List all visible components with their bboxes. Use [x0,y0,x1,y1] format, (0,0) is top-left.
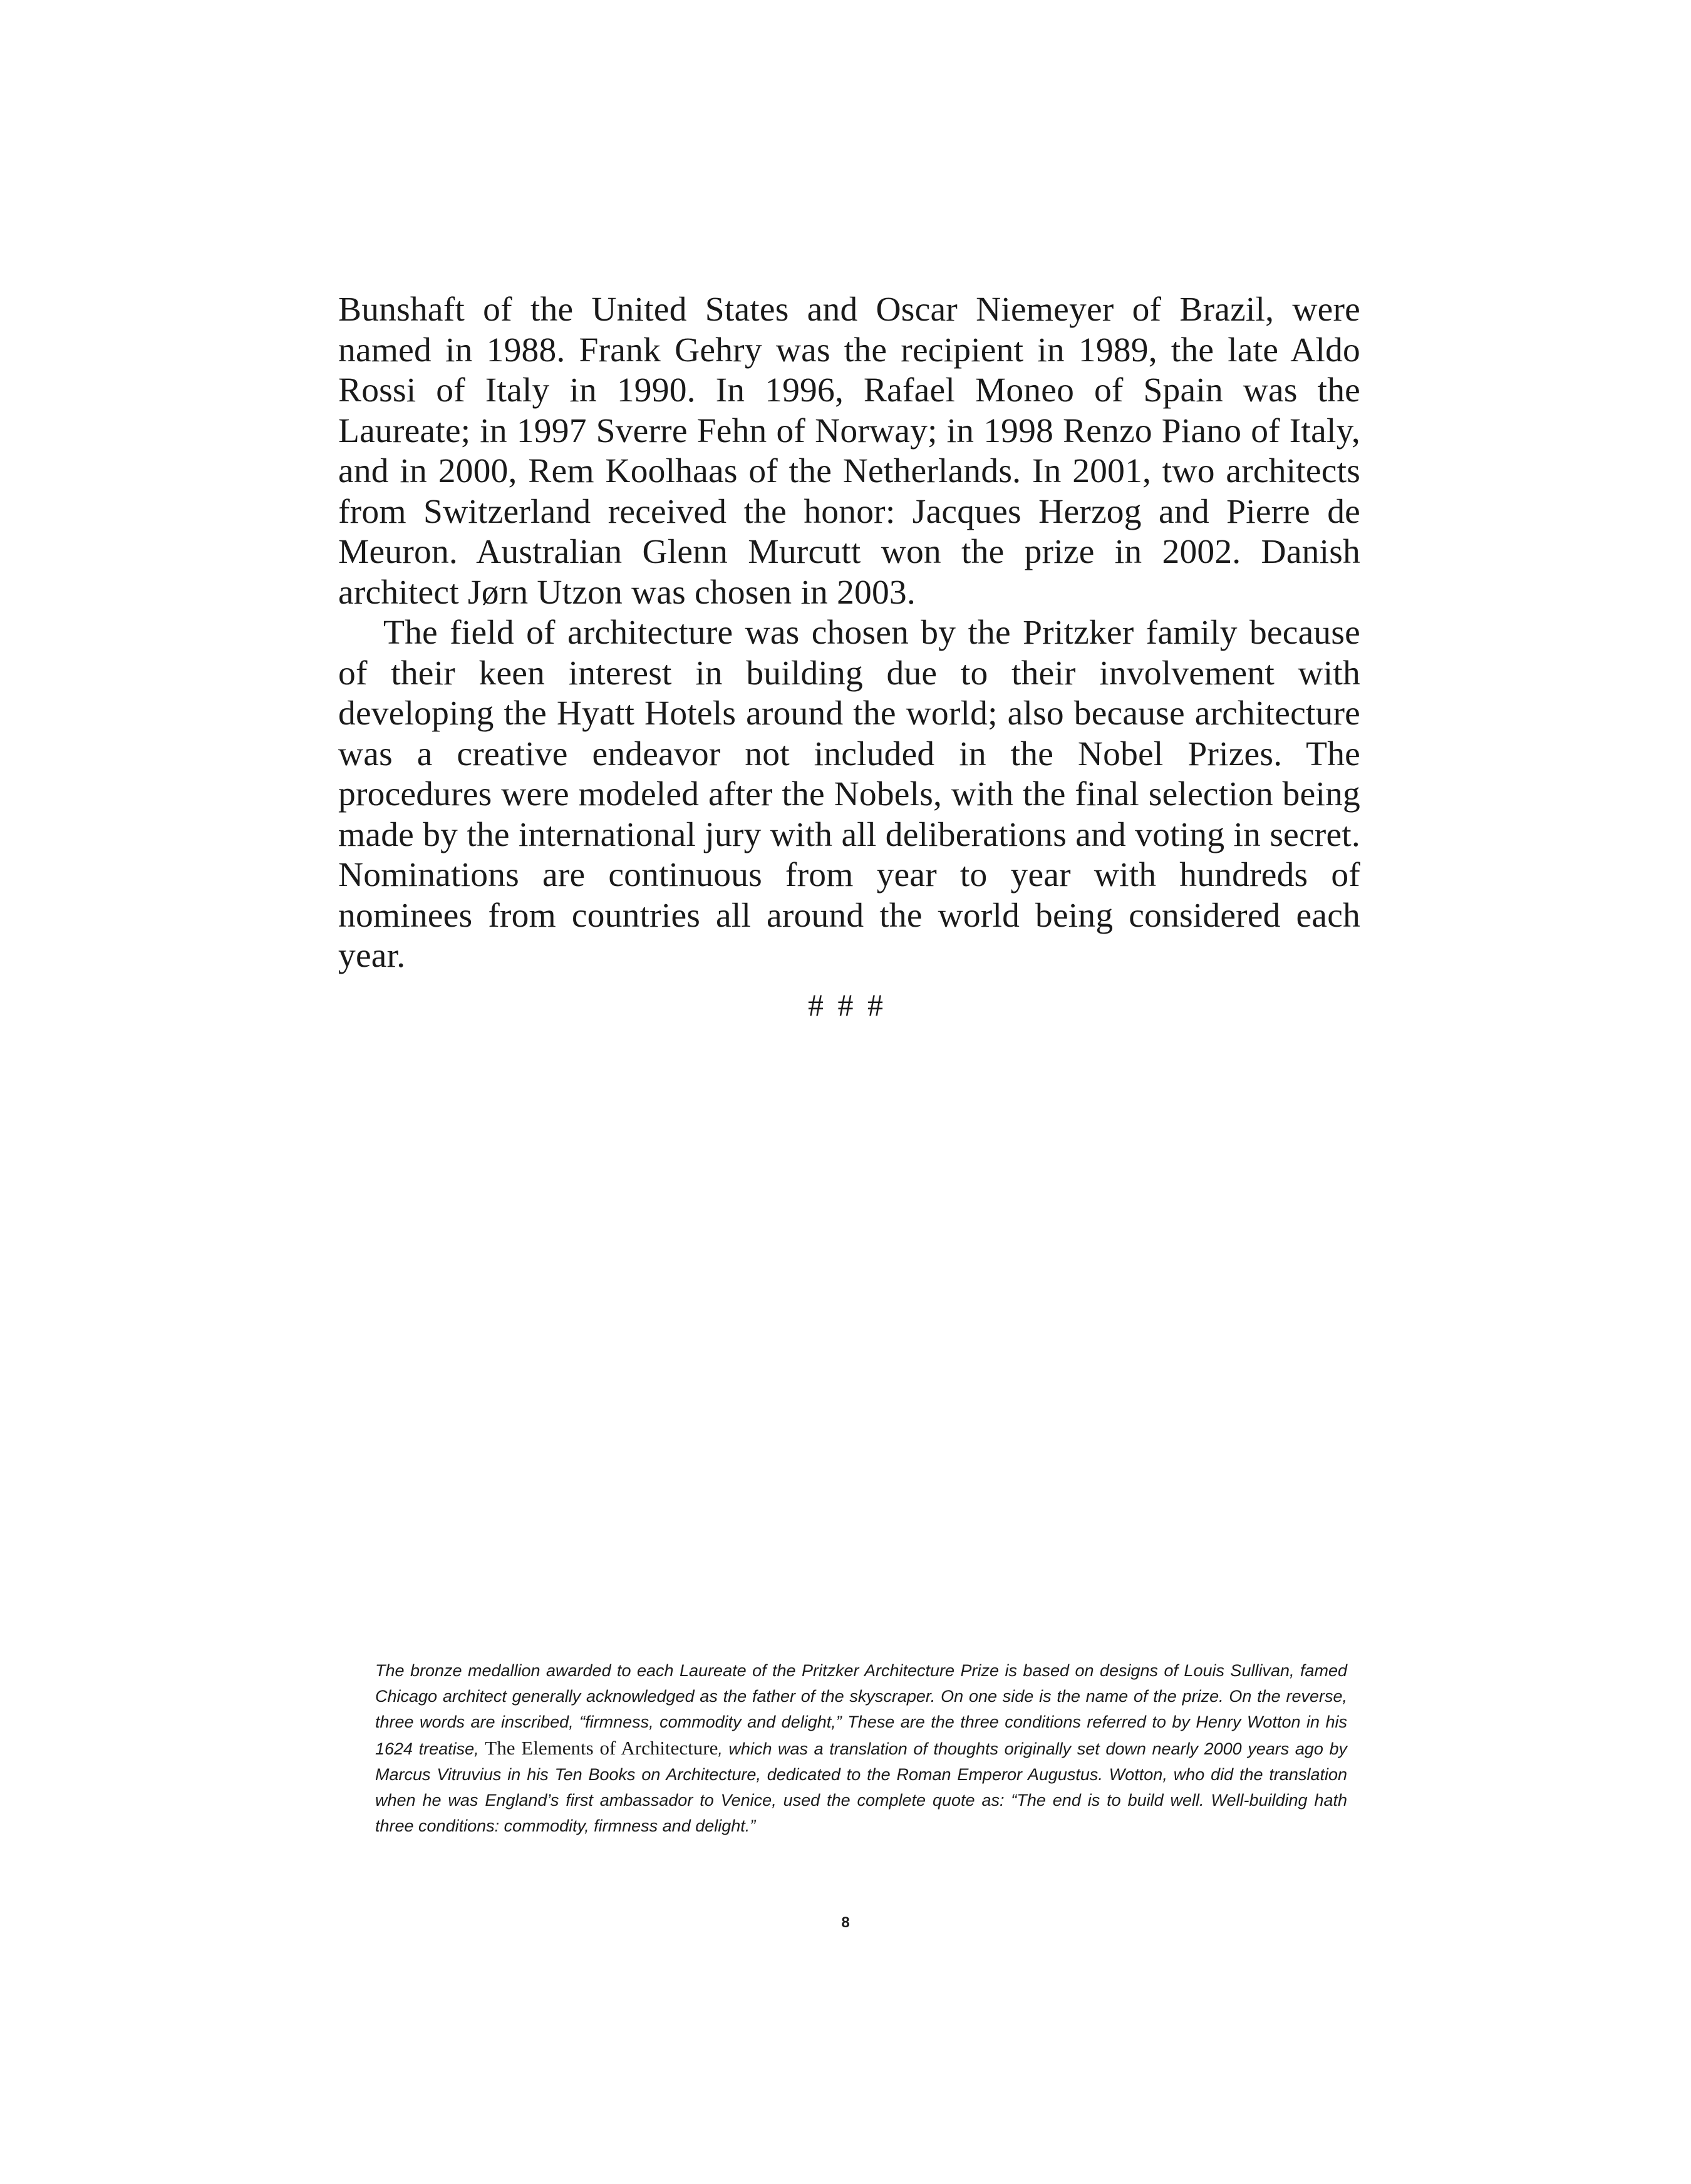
paragraph-laureates: Bunshaft of the United States and Oscar Niemeyer of Brazil, were named in 1988. Frank Gehry was the recipient in 1989, the late Aldo Rossi of Italy in 1990. In 1996, Rafael Moneo of Spain was the Laureate; in 1997 Sverre Fehn of Norway; in 1998 Renzo Piano of Italy, and in 2000, Rem Koolhaas of the Netherlands. In 2001, two architects from Switzerland received the honor: Jacques Herzog and Pierre de Meuron. Australian Glenn Murcutt won the prize in 2002. Danish architect Jørn Utzon was chosen in 2003. [338,291,1360,612]
main-text [338,290,1360,977]
footnote-text-part-2: , which was a translation of thoughts originally set down nearly 2000 years ago by Marcus Vitruvius in his Ten Books on Architecture, dedicated to the Roman Emperor Augustus. Wotton, who did the translation when he was England’s first ambassador to Venice, used the complete quote as: “The end is to build well. Well-building hath three conditions: commodity, firmness and delight.” [375,1739,1347,1835]
paragraph-field-of-architecture: The field of architecture was chosen by the Pritzker family because of their keen interest in building due to their involvement with developing the Hyatt Hotels around the world; also because architecture was a creative endeavor not included in the Nobel Prizes. The procedures were modeled after the Nobels, with the final selection being made by the international jury with all deliberations and voting in secret. Nominations are continuous from year to year with hundreds of nominees from countries all around the world being considered each year. [338,614,1360,975]
page-number: 8 [841,1914,850,1931]
end-of-text-mark: # # # [808,987,883,1022]
footnote-text-part-1: The bronze medallion awarded to each Laureate of the Pritzker Architecture Prize is based on designs of Louis Sullivan, famed Chicago architect generally acknowledged as the father of the skyscraper. On one side is the name of the prize. On the reverse, three words are inscribed, “firmness, commodity and delight,” These are the three conditions referred to by Henry Wotton in his 1624 treatise, [375,1661,1347,1758]
footnote-book-title: The Elements of Architecture [485,1737,718,1759]
medallion-footnote [375,1658,1347,1839]
